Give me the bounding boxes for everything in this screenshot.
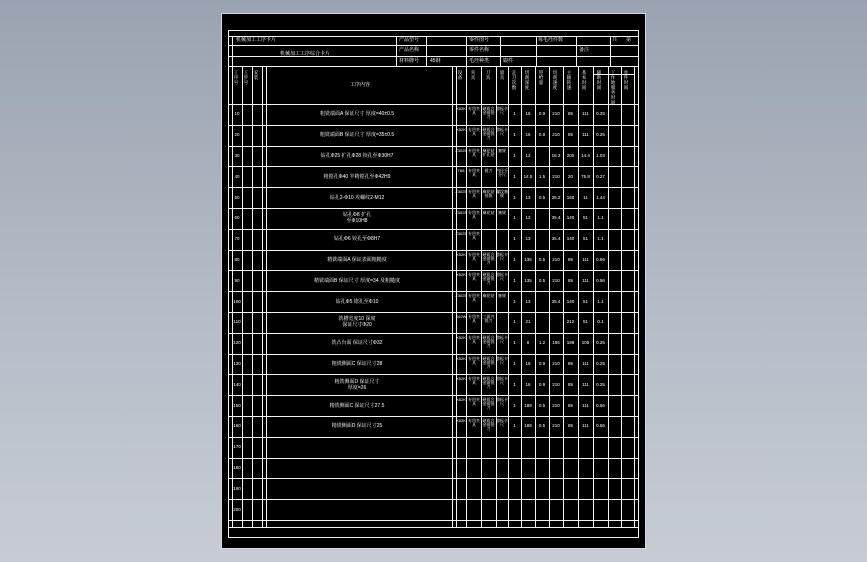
fixture-name: 专用夹具: [468, 189, 480, 198]
rpm-value: 189: [566, 340, 575, 345]
time-base-value: 111: [582, 382, 589, 387]
measure-name: 游标卡尺: [496, 272, 508, 281]
rpm-value: 212: [566, 319, 575, 324]
passes-value: 1: [513, 236, 516, 241]
equipment-name: Z3025: [455, 231, 467, 236]
speed-value: 35.4: [551, 299, 561, 304]
speed-value: 210: [552, 423, 560, 428]
passes-value: 1: [513, 403, 516, 408]
operation-content: 钻孔2-Φ10 攻螺纹2-M12: [329, 195, 385, 201]
label-blank-type: 毛坯种类: [469, 58, 490, 64]
rule-horizontal: [228, 125, 639, 126]
passes-value: 1: [513, 257, 516, 262]
doc-title: 机械加工工序卡片: [236, 37, 277, 43]
operation-content: 精铣端面A 保证表面粗糙度: [327, 257, 387, 263]
tool-name: 三面刃铣刀: [482, 314, 495, 323]
time-unit-value: 0.25: [596, 361, 605, 366]
column-header-op-no: 工序号: [233, 70, 239, 85]
fixture-name: 专用夹具: [468, 210, 480, 219]
rule-vertical: [576, 36, 577, 66]
feed-value: 0.9: [538, 382, 546, 387]
feed-value: 0.5: [538, 423, 546, 428]
rpm-value: 140: [566, 299, 575, 304]
op-number: 150: [233, 403, 241, 408]
rule-horizontal: [228, 45, 639, 46]
fixture-name: 专用夹具: [468, 106, 480, 115]
value-blank-type: 锻件: [503, 58, 514, 64]
fixture-name: 专用夹具: [468, 168, 480, 177]
speed-value: 35.2: [551, 195, 561, 200]
time-base-value: 111: [582, 423, 589, 428]
tool-name: 麻花钻: [482, 293, 495, 298]
rule-horizontal: [228, 270, 639, 271]
speed-value: 210: [552, 174, 560, 179]
op-number: 10: [234, 111, 240, 116]
speed-value: 210: [552, 257, 560, 262]
time-base-value: 105: [581, 340, 590, 345]
fixture-name: 专用夹具: [468, 293, 480, 302]
fixture-name: 专用夹具: [468, 418, 480, 427]
feed-value: 0.5: [538, 403, 546, 408]
time-unit-value: 1.1: [597, 299, 604, 304]
rule-horizontal: [228, 458, 639, 459]
time-base-value: 75.8: [581, 174, 590, 179]
measure-name: 游标卡尺: [496, 418, 508, 427]
rule-vertical: [610, 36, 611, 66]
rule-horizontal: [228, 312, 639, 313]
label-part-name: 零件名称: [469, 47, 490, 53]
time-unit-value: 0.56: [596, 257, 605, 262]
column-header-install: 安装: [253, 70, 259, 80]
time-base-value: 111: [582, 132, 589, 137]
rule-vertical: [466, 36, 467, 66]
op-number: 200: [233, 507, 241, 512]
rule-horizontal: [228, 395, 639, 396]
fixture-name: 专用夹具: [468, 148, 480, 157]
tool-name: 硬质合金面铣刀: [482, 106, 495, 119]
measure-name: 游标卡尺: [496, 106, 508, 115]
time-unit-value: 0.25: [596, 340, 605, 345]
fixture-name: 专用夹具: [468, 314, 480, 323]
time-base-value: 111: [582, 111, 589, 116]
operation-content: 钻孔Φ5 锪孔至Φ10: [335, 299, 379, 305]
rule-horizontal: [228, 250, 639, 251]
rule-vertical: [536, 36, 537, 66]
rule-horizontal: [228, 478, 639, 479]
operation-content: 钻孔Φ25 扩孔Φ28 铰孔至Φ30H7: [320, 153, 394, 159]
equipment-name: X52K: [456, 106, 466, 111]
fixture-name: 专用夹具: [468, 272, 480, 281]
passes-value: 1: [513, 319, 516, 324]
tool-name: 硬质合金面铣刀: [482, 418, 495, 431]
cut-depth-value: 135: [524, 257, 532, 262]
equipment-name: Z3025: [455, 293, 467, 298]
fixture-name: 专用夹具: [468, 127, 480, 136]
rpm-value: 85: [567, 132, 573, 137]
time-unit-value: 0.25: [596, 382, 605, 387]
label-product-model: 产品型号: [399, 37, 420, 43]
passes-value: 1: [513, 195, 516, 200]
label-part-drawing: 零件图号: [469, 37, 490, 43]
operation-content: 铣凸台面 保证尺寸Φ32: [331, 340, 383, 346]
time-base-value: 51: [582, 299, 588, 304]
equipment-name: X62W: [455, 314, 467, 319]
speed-value: 210: [552, 382, 560, 387]
measure-name: 游标卡尺: [496, 335, 508, 344]
cut-depth-value: 14.5: [523, 174, 533, 179]
equipment-name: X52K: [456, 356, 466, 361]
equipment-name: Z3025: [455, 148, 467, 153]
op-number: 90: [234, 278, 240, 283]
speed-value: 210: [552, 132, 560, 137]
tool-name: 麻花钻 丝锥: [482, 189, 495, 198]
passes-value: 1: [513, 423, 516, 428]
column-header-time-base: 基本时间: [581, 70, 587, 90]
cut-depth-value: 13: [525, 236, 531, 241]
sheet-right-rule: [638, 30, 639, 537]
op-number: 130: [233, 361, 241, 366]
op-number: 180: [233, 465, 241, 470]
passes-value: 1: [513, 132, 516, 137]
op-number: 50: [234, 195, 240, 200]
passes-value: 1: [513, 382, 516, 387]
rule-vertical: [426, 36, 427, 66]
op-number: 30: [234, 153, 240, 158]
time-base-value: 111: [582, 361, 589, 366]
rule-horizontal: [228, 333, 639, 334]
rpm-value: 85: [567, 278, 573, 283]
cut-depth-value: 13: [525, 153, 531, 158]
column-header-equipment: 设备: [457, 70, 463, 80]
tool-name: 麻花钻: [482, 210, 495, 215]
time-unit-value: 0.25: [596, 132, 605, 137]
time-unit-value: 1.03: [596, 153, 605, 158]
tool-name: 硬质合金面铣刀: [482, 272, 495, 285]
fixture-name: 专用夹具: [468, 397, 480, 406]
rule-horizontal: [228, 527, 639, 528]
column-header-step-no: 工步号: [243, 70, 249, 85]
sheet-left-rule: [228, 30, 229, 537]
measure-name: 螺纹塞规: [496, 189, 508, 198]
rule-horizontal: [228, 374, 639, 375]
cut-depth-value: 16: [525, 361, 531, 366]
operation-content: 粗镗孔Φ40 半精镗孔至Φ42H9: [323, 174, 391, 180]
operation-content: 精铣侧面D 保证尺寸25: [331, 423, 383, 429]
passes-value: 1: [513, 215, 516, 220]
time-unit-value: 0.1: [597, 319, 604, 324]
op-number: 110: [233, 319, 241, 324]
passes-value: 1: [513, 299, 516, 304]
rule-horizontal: [228, 499, 639, 500]
cut-depth-value: 16: [525, 382, 531, 387]
cut-depth-value: 189: [524, 403, 532, 408]
op-number: 20: [234, 132, 240, 137]
equipment-name: X52K: [456, 376, 466, 381]
operation-content: 粗铣端面B 保证尺寸 厚度=35±0.5: [319, 132, 395, 138]
equipment-name: X52K: [456, 272, 466, 277]
feed-value: 0.5: [538, 195, 546, 200]
operation-content: 钻孔Φ6 铰孔至Φ8H7: [333, 236, 381, 242]
tool-name: 硬质合金面铣刀: [482, 397, 495, 410]
fixture-name: 专用夹具: [468, 376, 480, 385]
measure-name: 塞规: [498, 210, 506, 215]
equipment-name: X52K: [456, 252, 466, 257]
cut-depth-value: 135: [524, 278, 532, 283]
rule-vertical: [232, 36, 233, 66]
rule-horizontal: [228, 146, 639, 147]
label-product-name: 产品名称: [399, 47, 420, 53]
column-header-cut-depth: 切削深度: [524, 70, 530, 90]
measure-name: 塞规: [498, 293, 506, 298]
label-per-blank: 每毛坯件数: [538, 37, 564, 43]
rpm-value: 160: [566, 195, 575, 200]
rpm-value: 140: [566, 215, 575, 220]
time-unit-value: 0.27: [596, 174, 605, 179]
operation-content: 粗铣侧面C 保证尺寸28: [331, 361, 383, 367]
cut-depth-value: 13: [525, 299, 531, 304]
tool-name: 硬质合金面铣刀: [482, 376, 495, 389]
time-unit-value: 0.56: [596, 423, 605, 428]
time-base-value: 51: [582, 236, 588, 241]
rule-horizontal: [228, 187, 639, 188]
column-header-content: 工序内容: [349, 82, 370, 88]
rpm-value: 85: [567, 361, 573, 366]
fixture-name: 专用夹具: [468, 335, 480, 344]
value-material: 45钢: [430, 58, 441, 64]
rpm-value: 85: [567, 382, 573, 387]
passes-value: 1: [513, 361, 516, 366]
column-header-fixture: 夹具: [470, 70, 476, 80]
speed-value: 35.4: [551, 236, 561, 241]
rpm-value: 85: [567, 257, 573, 262]
time-base-value: 111: [582, 278, 589, 283]
time-unit-value: 0.56: [596, 403, 605, 408]
tool-name: 硬质合金面铣刀: [482, 335, 495, 348]
speed-value: 210: [552, 278, 560, 283]
tool-name: 硬质合金面铣刀: [482, 356, 495, 369]
column-header-measure: 量具: [499, 70, 505, 80]
column-header-tool: 刀具: [485, 70, 491, 80]
time-base-value: 51: [582, 215, 588, 220]
op-number: 170: [233, 444, 241, 449]
rule-horizontal: [228, 208, 639, 209]
op-number: 100: [233, 299, 241, 304]
rule-horizontal: [228, 354, 639, 355]
feed-value: 1.2: [538, 340, 546, 345]
time-unit-value: 0.25: [596, 111, 605, 116]
tool-name: 硬质合金面铣刀: [482, 252, 495, 265]
rpm-value: 20: [567, 174, 573, 179]
feed-value: 0.9: [538, 132, 546, 137]
speed-value: 210: [552, 361, 560, 366]
column-header-rpm: 主轴转速: [566, 70, 572, 90]
process-card-title: 机械加工工序综合卡片: [280, 51, 331, 57]
time-base-value: 111: [582, 257, 589, 262]
column-header-time-ws: 工作地服务时间: [610, 70, 616, 105]
feed-value: 0.5: [538, 257, 546, 262]
rpm-value: 140: [566, 236, 575, 241]
label-sheet-total: 共: [612, 37, 618, 43]
time-unit-value: 1.44: [596, 195, 605, 200]
tool-name: 镗刀: [484, 168, 493, 173]
equipment-name: X52K: [456, 397, 466, 402]
equipment-name: T68: [457, 168, 465, 173]
cut-depth-value: 8: [526, 340, 530, 345]
equipment-name: X52K: [456, 418, 466, 423]
cut-depth-value: 13: [525, 195, 531, 200]
sheet-top-rule: [228, 30, 639, 31]
equipment-name: X52K: [456, 335, 466, 340]
time-unit-value: 0.56: [596, 278, 605, 283]
rpm-value: 85: [567, 111, 573, 116]
fixture-name: 专用夹具: [468, 356, 480, 365]
label-material: 材料牌号: [399, 58, 420, 64]
cut-depth-value: 13: [525, 215, 531, 220]
speed-value: 156: [552, 340, 560, 345]
operation-content: 精铣端面B 保证尺寸 厚度=34 及粗糙度: [314, 278, 400, 284]
column-header-feed: 进给量: [538, 70, 544, 85]
measure-name: 游标卡尺: [496, 127, 508, 136]
measure-name: 塞规: [498, 148, 506, 153]
cut-depth-value: 16: [525, 111, 531, 116]
feed-value: 0.9: [538, 361, 546, 366]
rule-horizontal: [228, 437, 639, 438]
equipment-name: Z3025: [455, 210, 467, 215]
operation-content: 铣槽宽度10 深度 保证尺寸Φ20: [338, 316, 376, 328]
tool-name: 硬质合金面铣刀: [482, 127, 495, 140]
rule-horizontal: [228, 520, 639, 521]
operation-content: 粗铣端面A 保证尺寸 厚度=40±0.5: [319, 111, 394, 117]
feed-value: 0.9: [538, 111, 546, 116]
time-unit-value: 1.1: [597, 236, 604, 241]
cut-depth-value: 16: [525, 132, 531, 137]
op-number: 160: [233, 423, 241, 428]
feed-value: 1.5: [538, 174, 546, 179]
speed-value: 210: [552, 403, 560, 408]
tool-name: 麻花钻 扩孔钻: [482, 148, 495, 157]
rule-horizontal: [228, 229, 639, 230]
measure-name: 游标卡尺: [496, 376, 508, 385]
op-number: 80: [234, 257, 240, 262]
passes-value: 1: [513, 278, 516, 283]
passes-value: 1: [513, 111, 516, 116]
passes-value: 1: [513, 340, 516, 345]
operation-content: 粗铣侧面D 保证尺寸 厚度=26: [334, 379, 380, 391]
measure-name: 游标卡尺: [496, 252, 508, 261]
op-number: 60: [234, 215, 240, 220]
label-sheet: 第: [626, 37, 632, 43]
measure-name: 游标卡尺: [496, 356, 508, 365]
op-number: 140: [233, 382, 241, 387]
sheet-bottom-rule: [228, 537, 639, 538]
passes-value: 1: [513, 174, 516, 179]
time-base-value: 11: [583, 195, 588, 200]
column-header-time-unit: 单件时间: [623, 70, 629, 90]
op-number: 70: [234, 236, 240, 241]
op-number: 120: [233, 340, 241, 345]
speed-value: 35.4: [551, 215, 561, 220]
time-base-value: 51: [582, 319, 588, 324]
cut-depth-value: 21: [525, 319, 531, 324]
fixture-name: 专用夹具: [468, 252, 480, 261]
speed-value: 210: [552, 111, 560, 116]
speed-value: 16.2: [551, 153, 561, 158]
rule-vertical: [500, 36, 501, 66]
rpm-value: 85: [567, 423, 573, 428]
rule-horizontal: [228, 166, 639, 167]
label-remark: 备注: [579, 47, 590, 53]
rpm-value: 85: [567, 403, 573, 408]
rule-horizontal: [228, 416, 639, 417]
column-header-time-aux: 辅助时间: [596, 70, 602, 90]
feed-value: 0.5: [538, 278, 546, 283]
operation-content: 钻孔Φ8 扩孔 至Φ10H8: [342, 212, 372, 224]
time-unit-value: 1.1: [597, 215, 604, 220]
rule-horizontal: [228, 291, 639, 292]
rpm-value: 200: [566, 153, 575, 158]
op-number: 190: [233, 486, 241, 491]
measure-name: 内径千分尺: [496, 168, 508, 177]
column-header-passes: 走刀次数: [511, 70, 517, 90]
passes-value: 1: [513, 153, 516, 158]
fixture-name: 专用夹具: [468, 231, 480, 240]
column-header-speed: 切削速度: [552, 70, 558, 90]
cut-depth-value: 189: [524, 423, 532, 428]
operation-content: 精铣侧面C 保证尺寸27.5: [329, 403, 385, 409]
measure-name: 游标卡尺: [496, 397, 508, 406]
equipment-name: X52K: [456, 127, 466, 132]
equipment-name: Z3025: [455, 189, 467, 194]
op-number: 40: [234, 174, 240, 179]
time-base-value: 111: [582, 403, 589, 408]
time-base-value: 14.4: [581, 153, 590, 158]
